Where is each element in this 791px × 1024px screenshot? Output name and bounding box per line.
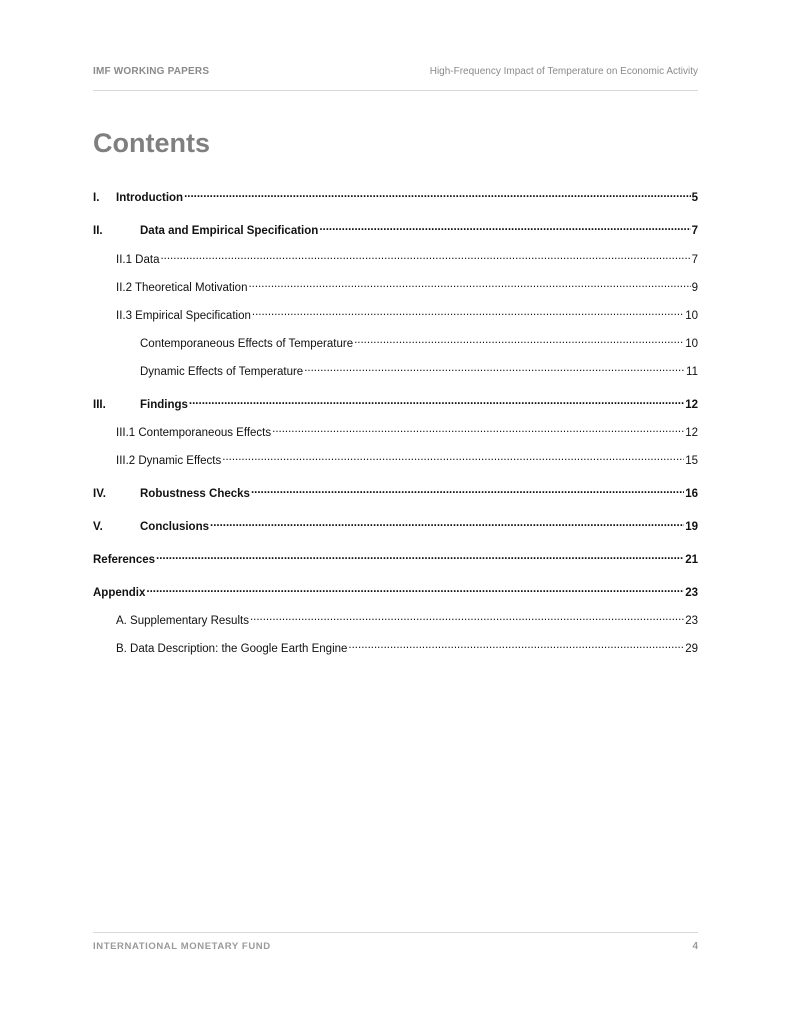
- toc-entry-contemporaneous-effects[interactable]: [93, 422, 698, 440]
- toc-entry-label: II.3 Empirical Specification: [116, 310, 251, 322]
- toc-entry-label: Findings: [140, 399, 188, 411]
- toc-entry-label: Contemporaneous Effects of Temperature: [140, 338, 354, 350]
- toc-entry-label: B. Data Description: the Google Earth Engine: [116, 643, 348, 655]
- toc-leader-dots: [222, 450, 684, 464]
- toc-entry-label: References: [93, 554, 156, 566]
- toc-entry-number: V.: [93, 521, 103, 533]
- toc-entry-dynamic-effects-of-temperature[interactable]: [93, 361, 698, 379]
- toc-entry-data-empirical-specification[interactable]: [93, 220, 698, 238]
- toc-entry-label: Dynamic Effects of Temperature: [140, 366, 304, 378]
- toc-entry-page: 12: [685, 427, 698, 439]
- toc-entry-supplementary-results[interactable]: [93, 610, 698, 628]
- toc-entry-number: II.: [93, 225, 103, 237]
- toc-entry-introduction[interactable]: [93, 187, 698, 205]
- toc-entry-page: 12: [685, 399, 698, 411]
- toc-leader-dots: [248, 277, 690, 291]
- toc-entry-page: 16: [685, 488, 698, 500]
- toc-leader-dots: [146, 582, 684, 596]
- toc-entry-page: 19: [685, 521, 698, 533]
- toc-entry-page: 23: [685, 615, 698, 627]
- toc-entry-page: 21: [685, 554, 698, 566]
- toc-entry-page: 7: [691, 254, 698, 266]
- toc-entry-page: 15: [685, 455, 698, 467]
- toc-entry-references[interactable]: [93, 549, 698, 567]
- toc-entry-label: Appendix: [93, 587, 146, 599]
- toc-entry-page: 5: [691, 192, 698, 204]
- toc-entry-data[interactable]: [93, 249, 698, 267]
- toc-entry-theoretical-motivation[interactable]: [93, 277, 698, 295]
- toc-leader-dots: [354, 333, 684, 347]
- toc-entry-label: II.2 Theoretical Motivation: [116, 282, 248, 294]
- toc-entry-findings[interactable]: [93, 394, 698, 412]
- toc-entry-robustness-checks[interactable]: [93, 483, 698, 501]
- toc-entry-page: 10: [685, 310, 698, 322]
- toc-leader-dots: [210, 516, 684, 530]
- page-header: [93, 62, 698, 91]
- toc-entry-number: IV.: [93, 488, 107, 500]
- toc-entry-appendix[interactable]: [93, 582, 698, 600]
- toc-entry-page: 29: [685, 643, 698, 655]
- toc-entry-label: III.2 Dynamic Effects: [116, 455, 222, 467]
- footer-organization: INTERNATIONAL MONETARY FUND: [93, 941, 271, 952]
- toc-entry-dynamic-effects[interactable]: [93, 450, 698, 468]
- toc-leader-dots: [189, 394, 684, 408]
- header-series-title: IMF WORKING PAPERS: [93, 66, 210, 77]
- page-title: Contents: [93, 128, 210, 158]
- toc-entry-label: A. Supplementary Results: [116, 615, 249, 627]
- toc-entry-number: I.: [93, 192, 100, 204]
- toc-entry-label: Conclusions: [140, 521, 210, 533]
- footer-page-number: 4: [692, 941, 698, 952]
- toc-leader-dots: [319, 220, 690, 234]
- toc-entry-data-description[interactable]: [93, 638, 698, 656]
- toc-entry-page: 7: [691, 225, 698, 237]
- toc-leader-dots: [250, 610, 684, 624]
- toc-entry-contemporaneous-effects-of-temperature[interactable]: [93, 333, 698, 351]
- toc-leader-dots: [156, 549, 684, 563]
- page-footer: [93, 932, 698, 953]
- toc-entry-empirical-specification[interactable]: [93, 305, 698, 323]
- toc-entry-page: 23: [685, 587, 698, 599]
- toc-entry-label: II.1 Data: [116, 254, 160, 266]
- toc-entry-page: 10: [685, 338, 698, 350]
- toc-entry-number: III.: [93, 399, 106, 411]
- toc-entry-conclusions[interactable]: [93, 516, 698, 534]
- toc-leader-dots: [184, 187, 691, 201]
- toc-entry-page: 11: [686, 366, 698, 378]
- toc-entry-label: Robustness Checks: [140, 488, 250, 500]
- toc-leader-dots: [304, 361, 685, 375]
- toc-entry-label: Introduction: [116, 192, 184, 204]
- toc-entry-page: 9: [691, 282, 698, 294]
- toc-leader-dots: [252, 305, 684, 319]
- toc-entry-label: Data and Empirical Specification: [140, 225, 319, 237]
- header-paper-title: High-Frequency Impact of Temperature on Economic Activity: [429, 66, 698, 77]
- toc-leader-dots: [272, 422, 684, 436]
- toc-leader-dots: [348, 638, 684, 652]
- toc-leader-dots: [251, 483, 684, 497]
- toc-entry-label: III.1 Contemporaneous Effects: [116, 427, 272, 439]
- toc-leader-dots: [160, 249, 690, 263]
